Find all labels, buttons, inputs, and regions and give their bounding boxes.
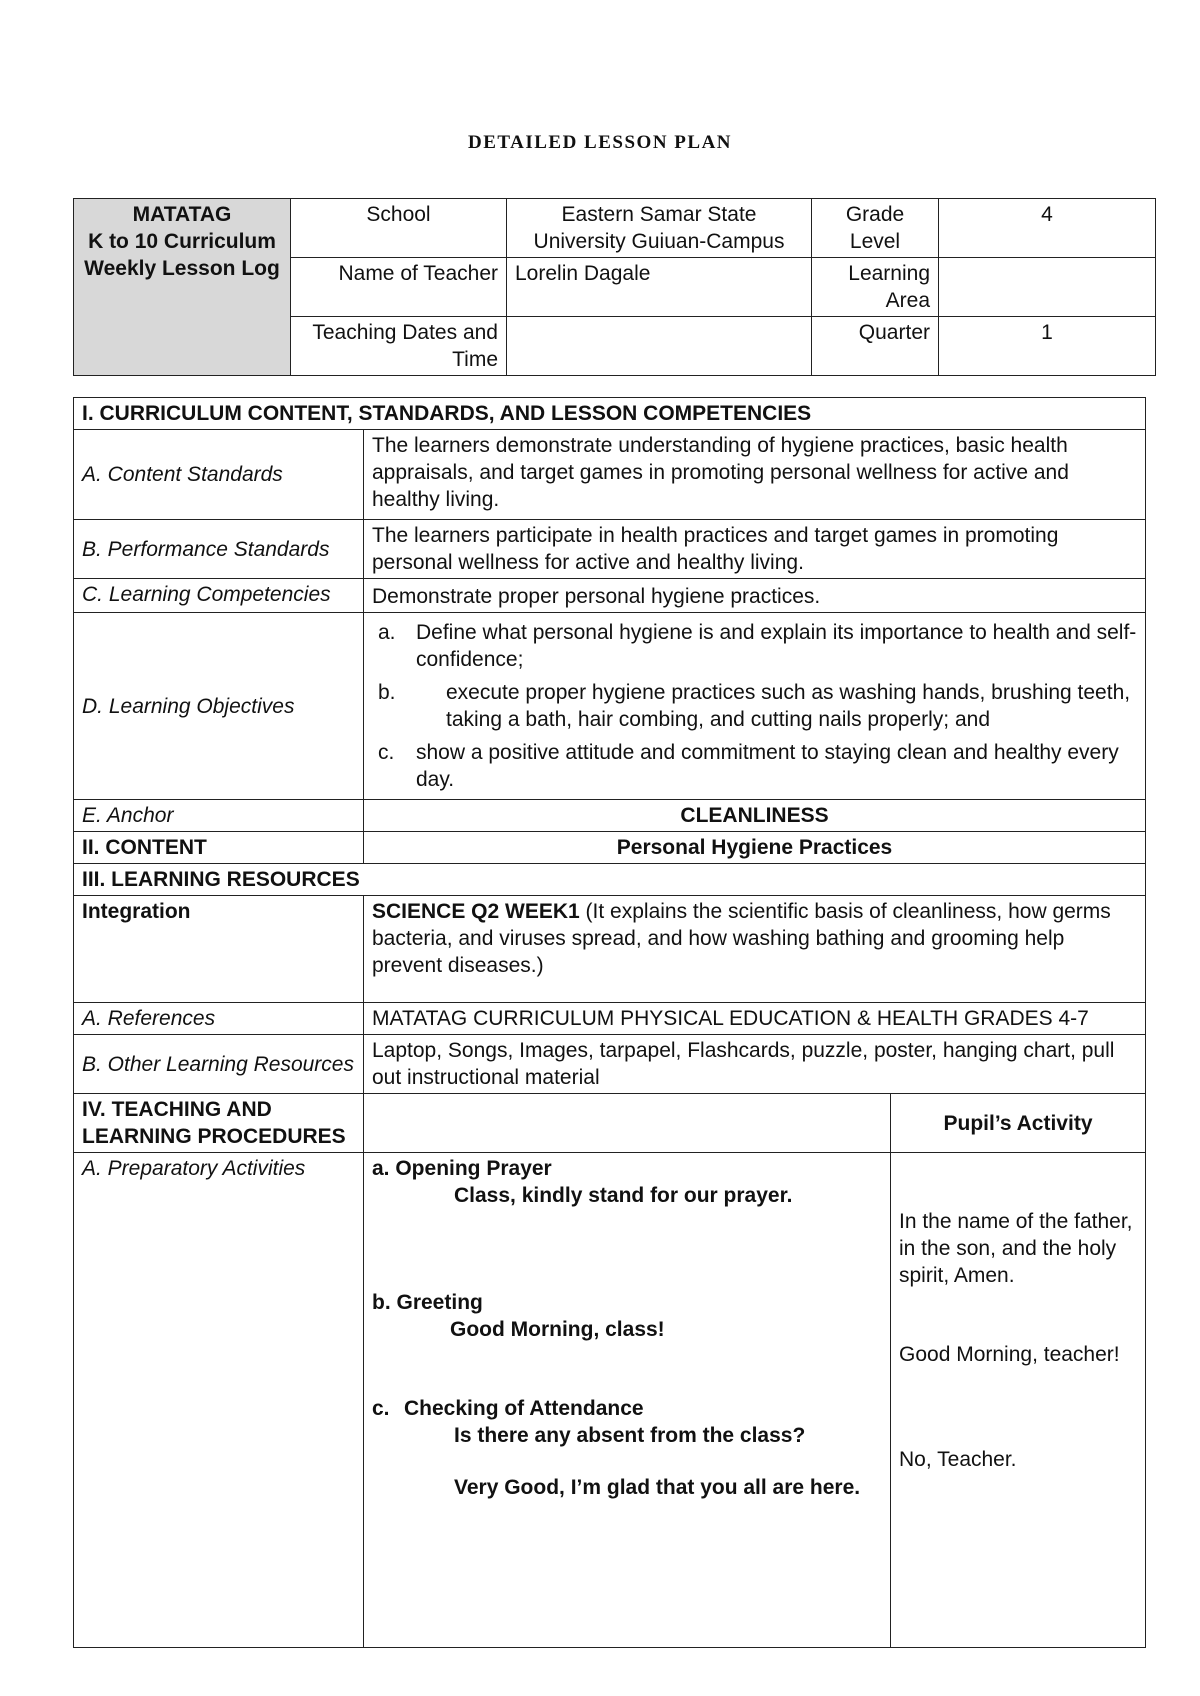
attendance-title-text: Checking of Attendance [404,1397,644,1420]
pupil-activity-cell [891,1153,1146,1648]
objective-item [372,739,1137,793]
preparatory-label: A. Preparatory Activities [74,1153,364,1648]
integration-label: Integration [74,896,364,1003]
pupil-activity-heading: Pupil’s Activity [891,1094,1146,1153]
attendance-title [372,1395,882,1422]
anchor-label: E. Anchor [74,800,364,832]
other-resources-label: B. Other Learning Resources [74,1035,364,1094]
quarter-value: 1 [939,317,1156,376]
other-resources-value: Laptop, Songs, Images, tarpapel, Flashcards, puzzle, poster, hanging chart, pull out instructional material [364,1035,1146,1094]
prayer-title: a. Opening Prayer [372,1157,552,1180]
performance-standards-label: B. Performance Standards [74,520,364,579]
teacher-label: Name of Teacher [291,258,507,317]
area-label: Learning Area [812,258,939,317]
greeting-title: b. Greeting [372,1291,483,1314]
performance-standards-value: The learners participate in health practices and target games in promoting personal wellness for active and healthy living. [364,520,1146,579]
objective-text: Define what personal hygiene is and explain its importance to health and self-confidence; [416,621,1137,671]
header-table [73,198,1156,376]
greeting-line: Good Morning, class! [450,1318,665,1341]
pupil-greeting: Good Morning, teacher! [899,1343,1120,1366]
curriculum-box-line1: MATATAG [132,203,232,226]
content-standards-label: A. Content Standards [74,430,364,520]
curriculum-box [74,199,291,376]
objective-item [372,679,1137,733]
area-value [939,258,1156,317]
objectives-list [364,613,1146,800]
section4-heading: IV. TEACHING AND LEARNING PROCEDURES [74,1094,364,1153]
objective-text: show a positive attitude and commitment to staying clean and healthy every day. [416,741,1119,791]
grade-label: Grade Level [812,199,939,258]
objective-item [372,619,1137,673]
section2-heading: II. CONTENT [74,832,364,864]
competencies-value: Demonstrate proper personal hygiene practices. [364,579,1146,613]
attendance-marker: c. [372,1397,390,1420]
objective-marker: a. [378,621,396,644]
integration-value [364,896,1146,1003]
integration-description: (It explains the scientific basis of cleanliness, how germs bacteria, and viruses spread, and how washing bathing and grooming help prevent diseases.) [372,900,1111,977]
section3-heading: III. LEARNING RESOURCES [74,864,1146,896]
lesson-plan-table [73,397,1146,1648]
pupil-prayer: In the name of the father, in the son, and the holy spirit, Amen. [899,1210,1133,1287]
objective-marker: b. [378,681,396,704]
grade-value: 4 [939,199,1156,258]
curriculum-box-line3: Weekly Lesson Log [84,257,280,280]
teacher-activity-cell [364,1153,891,1648]
integration-subject: SCIENCE Q2 WEEK1 [372,900,580,923]
attendance-question: Is there any absent from the class? [454,1424,806,1447]
quarter-label: Quarter [812,317,939,376]
teacher-value: Lorelin Dagale [507,258,812,317]
dates-value [507,317,812,376]
attendance-response: Very Good, I’m glad that you all are here. [454,1476,861,1499]
school-label: School [291,199,507,258]
references-value: MATATAG CURRICULUM PHYSICAL EDUCATION & HEALTH GRADES 4-7 [364,1003,1146,1035]
objective-text: execute proper hygiene practices such as washing hands, brushing teeth, taking a bath, hair combing, and cutting nails properly; and [446,681,1131,731]
prayer-line: Class, kindly stand for our prayer. [454,1184,793,1207]
pupil-attendance: No, Teacher. [899,1448,1017,1471]
references-label: A. References [74,1003,364,1035]
content-value: Personal Hygiene Practices [364,832,1146,864]
content-standards-value: The learners demonstrate understanding of hygiene practices, basic health appraisals, and target games in promoting personal wellness for active and healthy living. [364,430,1146,520]
objective-marker: c. [378,741,395,764]
objectives-label: D. Learning Objectives [74,613,364,800]
anchor-value: CLEANLINESS [364,800,1146,832]
dates-label: Teaching Dates and Time [291,317,507,376]
document-title: DETAILED LESSON PLAN [467,132,733,153]
teacher-activity-heading [364,1094,891,1153]
section1-heading: I. CURRICULUM CONTENT, STANDARDS, AND LESSON COMPETENCIES [74,398,1146,430]
competencies-label: C. Learning Competencies [74,579,364,613]
curriculum-box-line2: K to 10 Curriculum [88,230,276,253]
school-value: Eastern Samar State University Guiuan-Campus [507,199,812,258]
